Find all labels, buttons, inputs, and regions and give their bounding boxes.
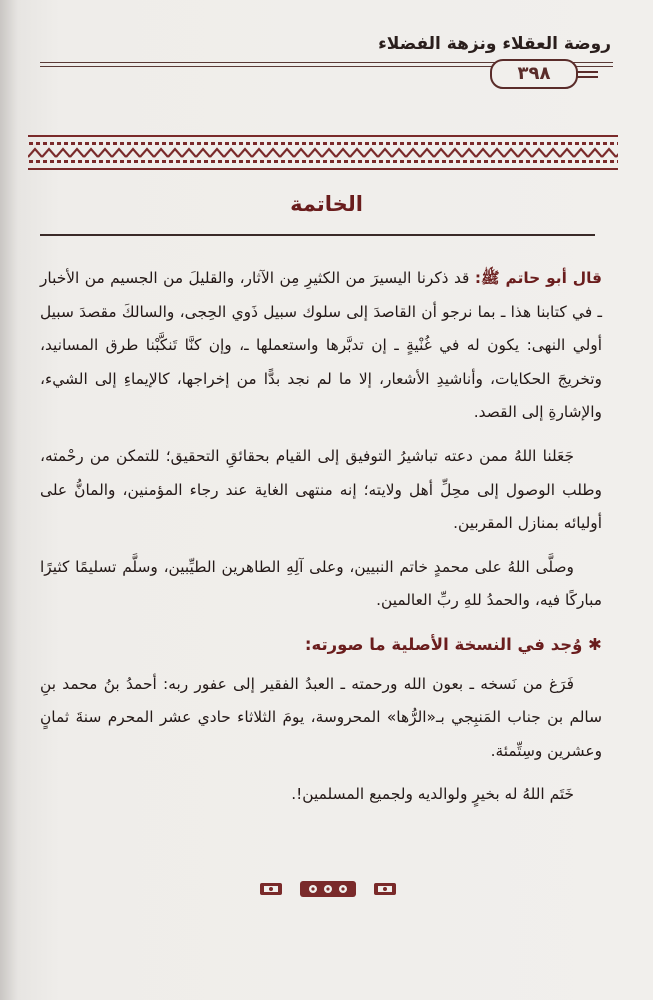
paragraph-2: جَعَلنا اللهُ ممن دعته تباشيرُ التوفيق إلى القيام بحقائقِ التحقيق؛ للتمكن من رحْمته، وطلب الوصول إلى محِلِّ أهل ولايته؛ إنه منتهى الغاية عند رجاء المؤمنين، والمانُّ على أوليائه بمنازل المقربين. — [40, 446, 602, 533]
body-text — [40, 262, 602, 822]
page-number: ٣٩٨ — [490, 59, 578, 89]
paragraph-5: خَتَم اللهُ له بخيرٍ ولوالديه ولجميع المسلمين!. — [291, 785, 574, 804]
running-head: روضة العقلاء ونزهة الفضلاء — [378, 34, 611, 54]
floral-ornament-icon — [258, 878, 398, 900]
paragraph-1-text: قد ذكرنا اليسيرَ من الكثيرِ مِن الآثار، والقليلَ من الجسيم من الأخبار ـ في كتابنا هذا ـ بما نرجو أن القاصدَ إلى سلوك سبيل ذَوي الحِجى، والسالكَ مقصدَ سبيل أولي النهى: يكون له في غُنْيةٍ ـ إن تدبَّرها واستعملها ـ، وإن كنَّا تَنكَّبْنا طرق المسانيد، وتخريجَ الحكايات، وأناشيدِ الأشعار، إلا ما لم نجد بدًّا من إخراجها، كالإيماءِ إلى الشيء، والإشارةِ إلى القصد. — [40, 269, 602, 422]
note-heading-text: وُجد في النسخة الأصلية ما صورته: — [304, 634, 583, 654]
decorative-band-icon — [28, 135, 618, 171]
speaker-label: قال أبو حاتم ﷺ: — [474, 269, 602, 287]
title-rule — [40, 234, 595, 236]
note-heading — [40, 628, 602, 662]
chapter-title: الخاتمة — [290, 192, 363, 216]
paragraph-3: وصلَّى اللهُ على محمدٍ خاتم النبيين، وعلى آلِهِ الطاهرين الطيِّبين، وسلَّم تسليمًا كثيرًا مباركًا فيه، والحمدُ للهِ ربِّ العالمين. — [40, 557, 602, 610]
paragraph-4: فَرَغ من نَسخه ـ بعون الله ورحمته ـ العبدُ الفقير إلى عفور ربه: أحمدُ بنُ محمد بنِ سالم بن جناب المَنبِجي بـ«الرُّها» المحروسة، يومَ الثلاثاء حادي عشر المحرم سنةَ ثمانٍ وعشرين وسِتِّمئة. — [40, 674, 602, 760]
paragraph-1 — [40, 262, 602, 430]
star-icon: ✱ — [588, 634, 602, 654]
